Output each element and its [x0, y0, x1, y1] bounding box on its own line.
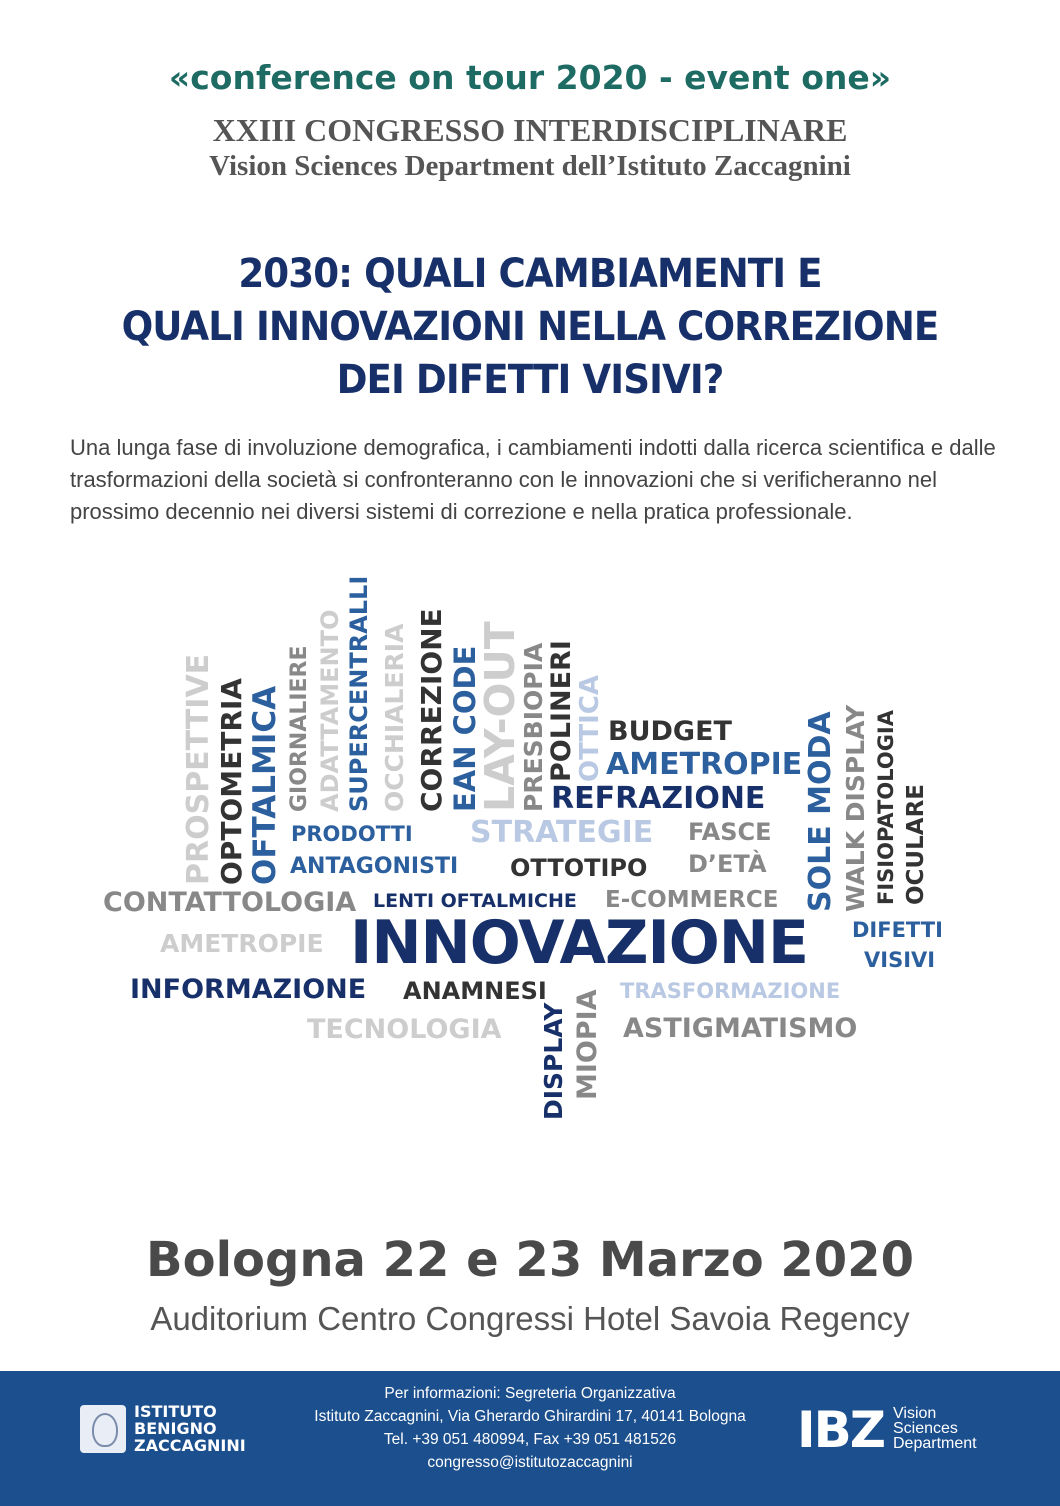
word-ottotipo: OTTOTIPO	[510, 854, 648, 882]
word-informazione: INFORMAZIONE	[130, 974, 367, 1005]
word-lay-out: LAY-OUT	[476, 621, 524, 812]
ibz-mark: IBZ	[797, 1401, 884, 1459]
word-adattamento: ADATTAMENTO	[316, 609, 344, 812]
department-subtitle: Vision Sciences Department dell’Istituto Zaccagnini	[209, 150, 851, 182]
contact-phone: Tel. +39 051 480994, Fax +39 051 481526	[383, 1431, 677, 1448]
word-deta: D’ETÀ	[688, 850, 767, 878]
word-polineri: POLINERI	[546, 640, 577, 782]
word-antagonisti: ANTAGONISTI	[290, 854, 459, 879]
word-giornaliere: GIORNALIERE	[287, 645, 312, 812]
word-anamnesi: ANAMNESI	[403, 977, 547, 1005]
portrait-emblem-icon	[80, 1405, 126, 1453]
word-sole-moda: SOLE MODA	[803, 711, 838, 912]
word-refrazione: REFRAZIONE	[551, 781, 766, 816]
word-astigmatismo: ASTIGMATISMO	[623, 1013, 858, 1044]
word-oculare: OCULARE	[903, 784, 929, 905]
word-prodotti: PRODOTTI	[291, 822, 413, 846]
word-budget: BUDGET	[608, 716, 732, 747]
logo-left-line-3: ZACCAGNINI	[134, 1436, 246, 1455]
word-presbiopia: PRESBIOPIA	[519, 642, 548, 812]
word-trasformazione: TRASFORMAZIONE	[620, 979, 841, 1003]
logo-right-line-2: Sciences	[893, 1420, 958, 1437]
event-venue: Auditorium Centro Congressi Hotel Savoia Regency	[150, 1300, 910, 1337]
conference-tagline: «conference on tour 2020 - event one»	[168, 58, 892, 97]
contact-email[interactable]: congresso@istitutozaccagnini	[427, 1454, 633, 1471]
word-visivi: VISIVI	[864, 948, 936, 972]
word-walk-display: WALK DISPLAY	[841, 704, 870, 912]
intro-paragraph: Una lunga fase di involuzione demografica, i cambiamenti indotti dalla ricerca scientifica e dalle trasformazioni della società si confronteranno con le innovazioni che si verificheranno nel prossimo decennio nei diversi sistemi di correzione e nella pratica professionale.	[70, 435, 996, 524]
contact-address: Istituto Zaccagnini, Via Gherardo Ghirardini 17, 40141 Bologna	[314, 1408, 746, 1425]
word-fasce: FASCE	[688, 818, 772, 846]
word-display: DISPLAY	[539, 1002, 568, 1120]
word-oftalmica: OFTALMICA	[247, 685, 283, 885]
contact-info	[290, 1382, 770, 1474]
word-e-commerce: E-COMMERCE	[605, 887, 779, 913]
word-ottica: OTTICA	[575, 674, 605, 782]
contact-line-1: Per informazioni: Segreteria Organizzativa	[384, 1385, 676, 1402]
word-correzione: CORREZIONE	[415, 608, 448, 812]
word-tecnologia: TECNOLOGIA	[307, 1014, 502, 1045]
main-title-line-1: 2030: QUALI CAMBIAMENTI E	[238, 251, 822, 297]
word-ean-code: EAN CODE	[448, 645, 482, 812]
word-lenti-oftalmiche: LENTI OFTALMICHE	[373, 890, 577, 912]
logo-right-line-3: Department	[893, 1435, 977, 1452]
word-supercentralli: SUPERCENTRALLI	[345, 575, 373, 812]
logo-right-line-1: Vision	[893, 1405, 937, 1422]
word-ametropie-gray: AMETROPIE	[160, 929, 324, 958]
word-miopia: MIOPIA	[572, 989, 603, 1100]
main-title-line-2: QUALI INNOVAZIONI NELLA CORREZIONE	[121, 304, 939, 350]
word-fisiopatologia: FISIOPATOLOGIA	[874, 710, 898, 905]
logo-left-line-1: ISTITUTO	[134, 1402, 217, 1421]
word-occhialeria: OCCHIALERIA	[380, 623, 409, 812]
event-date: Bologna 22 e 23 Marzo 2020	[146, 1232, 914, 1288]
ibz-logo-text	[893, 1406, 977, 1451]
word-innovazione: INNOVAZIONE	[350, 908, 808, 978]
word-ametropie-blue: AMETROPIE	[606, 747, 803, 782]
logo-left-line-2: BENIGNO	[134, 1419, 217, 1438]
word-optometria: OPTOMETRIA	[215, 678, 248, 885]
word-prospettive: PROSPETTIVE	[181, 653, 216, 885]
congress-title: XXIII CONGRESSO INTERDISCIPLINARE	[212, 112, 848, 148]
word-difetti: DIFETTI	[852, 918, 943, 942]
istituto-logo-text	[134, 1403, 246, 1454]
main-title-line-3: DEI DIFETTI VISIVI?	[336, 357, 724, 403]
word-contattologia: CONTATTOLOGIA	[103, 887, 357, 918]
word-strategie: STRATEGIE	[470, 815, 654, 850]
main-title	[0, 248, 1060, 407]
